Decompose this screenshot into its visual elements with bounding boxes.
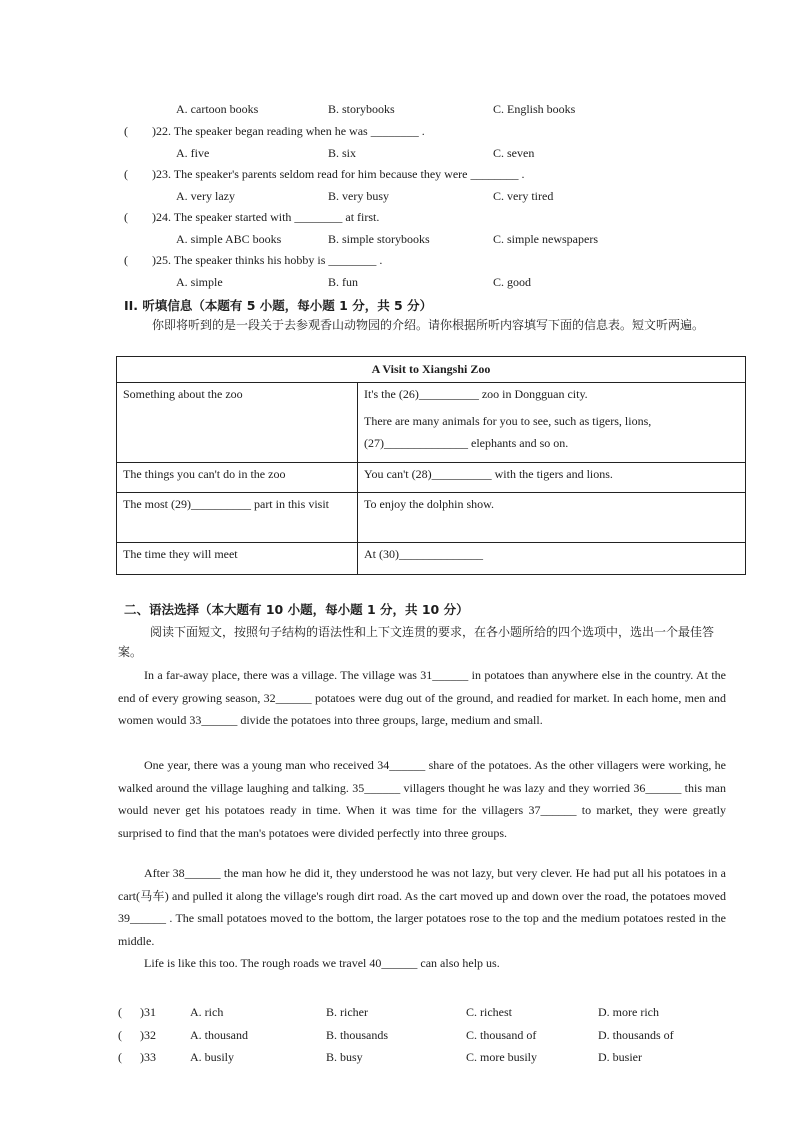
q23-option-a: A. very lazy	[176, 189, 235, 203]
q22-option-a: A. five	[176, 146, 210, 160]
q23-text: )23. The speaker's parents seldom read for him because they were ________ .	[152, 167, 525, 181]
listening-instruction: 你即将听到的是一段关于去参观香山动物园的介绍。请你根据所听内容填写下面的信息表。短文听两遍。	[152, 318, 705, 332]
blank-28-line: You can't (28)__________ with the tigers and lions.	[358, 463, 746, 493]
passage-paragraph: Life is like this too. The rough roads we travel 40______ can also help us.	[144, 956, 500, 970]
q24-paren: (	[124, 210, 128, 224]
blank-29-label: The most (29)__________ part in this visit	[117, 493, 358, 543]
listening-section-title: II. 听填信息（本题有 5 小题，每小题 1 分，共 5 分）	[124, 298, 433, 313]
q32-option-a: A. thousand	[190, 1028, 248, 1042]
q32-option-b: B. thousands	[326, 1028, 389, 1042]
q21-option-b: B. storybooks	[328, 102, 395, 116]
q33-option-d: D. busier	[598, 1050, 642, 1064]
blank-30-line: At (30)______________	[358, 543, 746, 575]
q31-option-a: A. rich	[190, 1005, 224, 1019]
q31-option-d: D. more rich	[598, 1005, 659, 1019]
info-table-header: A Visit to Xiangshi Zoo	[117, 357, 746, 383]
q24-text: )24. The speaker started with ________ at first.	[152, 210, 380, 224]
grammar-section-title: 二、语法选择（本大题有 10 小题，每小题 1 分，共 10 分）	[124, 602, 469, 617]
q22-paren: (	[124, 124, 128, 138]
q22-option-b: B. six	[328, 146, 357, 160]
info-table	[116, 356, 746, 575]
row-content-most: To enjoy the dolphin show.	[358, 493, 746, 543]
passage-paragraph: In a far-away place, there was a village. The village was 31______ in potatoes than anywhere else in the country. At the end of every growing season, 32______ potatoes were dug out of the ground, and readied for market. In each home, men and women would 33______ divide the potatoes into three groups, large, medium and small.	[118, 668, 726, 727]
row-label-time: The time they will meet	[117, 543, 358, 575]
q22-text: )22. The speaker began reading when he was ________ .	[152, 124, 425, 138]
q32-number: )32	[140, 1028, 156, 1042]
q31-number: )31	[140, 1005, 156, 1019]
q21-option-c: C. English books	[493, 102, 576, 116]
q31-option-b: B. richer	[326, 1005, 368, 1019]
q25-paren: (	[124, 253, 128, 267]
q25-text: )25. The speaker thinks his hobby is ________ .	[152, 253, 383, 267]
q33-number: )33	[140, 1050, 156, 1064]
blank-27-line: There are many animals for you to see, such as tigers, lions, (27)______________ elephants and so on.	[364, 414, 652, 450]
q23-option-b: B. very busy	[328, 189, 389, 203]
row-label-zoo: Something about the zoo	[117, 383, 358, 463]
q31-paren: (	[118, 1005, 122, 1019]
q21-option-a: A. cartoon books	[176, 102, 259, 116]
q25-option-b: B. fun	[328, 275, 358, 289]
q33-option-c: C. more busily	[466, 1050, 537, 1064]
q32-option-c: C. thousand of	[466, 1028, 537, 1042]
q24-option-b: B. simple storybooks	[328, 232, 430, 246]
q32-option-d: D. thousands of	[598, 1028, 674, 1042]
q24-option-c: C. simple newspapers	[493, 232, 598, 246]
q23-option-c: C. very tired	[493, 189, 554, 203]
q24-option-a: A. simple ABC books	[176, 232, 282, 246]
passage-paragraph: One year, there was a young man who received 34______ share of the potatoes. As the other villagers were working, he walked around the village laughing and talking. 35______ villagers thought he was lazy and they worried 36______ this man would never get his potatoes ready in time. When it was time for the villagers 37______ to market, they were greatly surprised to find that the man's potatoes were divided perfectly into three groups.	[118, 758, 726, 840]
q25-option-c: C. good	[493, 275, 532, 289]
row-content-zoo	[358, 383, 746, 463]
grammar-instruction: 阅读下面短文，按照句子结构的语法性和上下文连贯的要求，在各小题所给的四个选项中，选出一个最佳答案。	[118, 625, 715, 659]
row-label-cant-do: The things you can't do in the zoo	[117, 463, 358, 493]
q25-option-a: A. simple	[176, 275, 223, 289]
q32-paren: (	[118, 1028, 122, 1042]
blank-26-line: It's the (26)__________ zoo in Dongguan city.	[364, 387, 588, 401]
q22-option-c: C. seven	[493, 146, 535, 160]
q33-option-a: A. busily	[190, 1050, 235, 1064]
q33-option-b: B. busy	[326, 1050, 363, 1064]
q23-paren: (	[124, 167, 128, 181]
q33-paren: (	[118, 1050, 122, 1064]
q31-option-c: C. richest	[466, 1005, 512, 1019]
passage-paragraph: After 38______ the man how he did it, they understood he was not lazy, but very clever. He had put all his potatoes in a cart(马车) and pulled it along the village's rough dirt road. As the cart moved up and down over the road, the potatoes moved 39______ . The small potatoes moved to the bottom, the larger potatoes rose to the top and the medium potatoes rested in the middle.	[118, 866, 726, 948]
